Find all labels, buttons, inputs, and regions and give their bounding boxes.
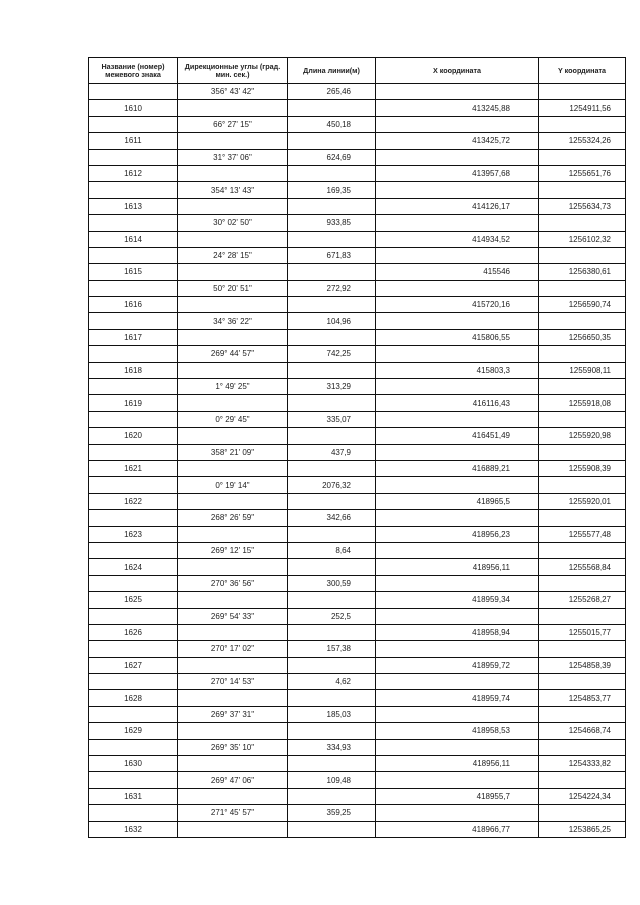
row-angle [178, 166, 288, 182]
header-name: Название (номер) межевого знака [88, 57, 178, 84]
row-length: 933,85 [288, 215, 376, 231]
row-name [88, 215, 178, 231]
row-x-coordinate [376, 477, 539, 493]
row-x-coordinate: 416451,49 [376, 428, 539, 444]
row-length: 624,69 [288, 150, 376, 166]
row-x-coordinate [376, 248, 539, 264]
row-name [88, 346, 178, 362]
row-name [88, 248, 178, 264]
row-length [288, 789, 376, 805]
row-angle [178, 133, 288, 149]
row-length [288, 559, 376, 575]
row-y-coordinate: 1255324,26 [539, 133, 626, 149]
row-y-coordinate: 1254911,56 [539, 100, 626, 116]
row-name: 1619 [88, 395, 178, 411]
row-name [88, 117, 178, 133]
row-name: 1621 [88, 461, 178, 477]
row-y-coordinate [539, 609, 626, 625]
row-length [288, 756, 376, 772]
row-length: 313,29 [288, 379, 376, 395]
row-length [288, 658, 376, 674]
row-length: 157,38 [288, 641, 376, 657]
row-length: 334,93 [288, 740, 376, 756]
row-x-coordinate: 415546 [376, 264, 539, 280]
row-y-coordinate: 1254668,74 [539, 723, 626, 739]
row-length [288, 822, 376, 838]
row-x-coordinate [376, 182, 539, 198]
row-length [288, 232, 376, 248]
row-y-coordinate [539, 805, 626, 821]
row-y-coordinate: 1255920,98 [539, 428, 626, 444]
row-y-coordinate [539, 281, 626, 297]
row-y-coordinate: 1256650,35 [539, 330, 626, 346]
row-x-coordinate: 418966,77 [376, 822, 539, 838]
row-name: 1631 [88, 789, 178, 805]
row-y-coordinate: 1254333,82 [539, 756, 626, 772]
row-angle: 356° 43' 42" [178, 84, 288, 100]
row-name [88, 707, 178, 723]
row-length: 335,07 [288, 412, 376, 428]
row-y-coordinate [539, 543, 626, 559]
row-length: 8,64 [288, 543, 376, 559]
row-y-coordinate [539, 477, 626, 493]
row-y-coordinate: 1255015,77 [539, 625, 626, 641]
row-x-coordinate: 418959,74 [376, 690, 539, 706]
row-x-coordinate [376, 674, 539, 690]
row-name: 1612 [88, 166, 178, 182]
row-x-coordinate [376, 805, 539, 821]
row-y-coordinate [539, 117, 626, 133]
row-y-coordinate [539, 379, 626, 395]
row-angle [178, 363, 288, 379]
row-y-coordinate [539, 772, 626, 788]
row-angle: 270° 17' 02" [178, 641, 288, 657]
row-name [88, 84, 178, 100]
header-y: Y координата [539, 57, 626, 84]
row-name: 1618 [88, 363, 178, 379]
row-x-coordinate: 418956,23 [376, 527, 539, 543]
row-length: 252,5 [288, 609, 376, 625]
row-length [288, 527, 376, 543]
row-name: 1616 [88, 297, 178, 313]
row-y-coordinate [539, 346, 626, 362]
row-angle [178, 822, 288, 838]
row-x-coordinate: 413245,88 [376, 100, 539, 116]
row-name [88, 772, 178, 788]
row-name: 1620 [88, 428, 178, 444]
row-x-coordinate: 415803,3 [376, 363, 539, 379]
row-y-coordinate [539, 740, 626, 756]
row-angle: 270° 36' 56" [178, 576, 288, 592]
row-length: 742,25 [288, 346, 376, 362]
row-angle: 358° 21' 09" [178, 445, 288, 461]
row-name [88, 674, 178, 690]
row-y-coordinate [539, 674, 626, 690]
row-name: 1623 [88, 527, 178, 543]
coordinates-table [88, 57, 626, 838]
row-angle [178, 428, 288, 444]
row-angle [178, 690, 288, 706]
row-name [88, 740, 178, 756]
row-name: 1615 [88, 264, 178, 280]
row-name [88, 477, 178, 493]
row-x-coordinate: 418955,7 [376, 789, 539, 805]
row-length [288, 494, 376, 510]
row-y-coordinate: 1255920,01 [539, 494, 626, 510]
row-angle: 269° 47' 06" [178, 772, 288, 788]
row-length: 265,46 [288, 84, 376, 100]
row-angle: 271° 45' 57" [178, 805, 288, 821]
row-x-coordinate [376, 609, 539, 625]
row-x-coordinate [376, 117, 539, 133]
row-length: 185,03 [288, 707, 376, 723]
row-x-coordinate: 414126,17 [376, 199, 539, 215]
row-name [88, 641, 178, 657]
row-y-coordinate: 1255651,76 [539, 166, 626, 182]
row-length: 4,62 [288, 674, 376, 690]
row-name: 1611 [88, 133, 178, 149]
row-length: 300,59 [288, 576, 376, 592]
header-angle: Дирекционные углы (град. мин. сек.) [178, 57, 288, 84]
row-length [288, 625, 376, 641]
row-y-coordinate [539, 182, 626, 198]
row-y-coordinate [539, 576, 626, 592]
row-angle: 270° 14' 53" [178, 674, 288, 690]
row-name: 1630 [88, 756, 178, 772]
row-name [88, 281, 178, 297]
row-name: 1622 [88, 494, 178, 510]
row-x-coordinate [376, 412, 539, 428]
row-length [288, 199, 376, 215]
row-angle: 0° 29' 45" [178, 412, 288, 428]
row-name: 1628 [88, 690, 178, 706]
row-angle: 24° 28' 15" [178, 248, 288, 264]
row-x-coordinate [376, 445, 539, 461]
row-x-coordinate [376, 641, 539, 657]
row-angle [178, 297, 288, 313]
row-length: 450,18 [288, 117, 376, 133]
row-x-coordinate: 418956,11 [376, 756, 539, 772]
row-angle [178, 789, 288, 805]
row-name: 1632 [88, 822, 178, 838]
row-y-coordinate: 1256380,61 [539, 264, 626, 280]
row-name [88, 609, 178, 625]
row-name: 1613 [88, 199, 178, 215]
row-name [88, 379, 178, 395]
row-angle: 66° 27' 15" [178, 117, 288, 133]
row-y-coordinate [539, 510, 626, 526]
row-y-coordinate: 1253865,25 [539, 822, 626, 838]
row-angle [178, 264, 288, 280]
row-name [88, 313, 178, 329]
header-length: Длина линии(м) [288, 57, 376, 84]
row-angle [178, 756, 288, 772]
row-x-coordinate: 418965,5 [376, 494, 539, 510]
row-length [288, 592, 376, 608]
row-length [288, 461, 376, 477]
row-angle [178, 658, 288, 674]
row-name [88, 412, 178, 428]
row-x-coordinate [376, 772, 539, 788]
row-length: 2076,32 [288, 477, 376, 493]
row-x-coordinate: 418959,72 [376, 658, 539, 674]
row-angle: 0° 19' 14" [178, 477, 288, 493]
row-angle [178, 592, 288, 608]
row-y-coordinate: 1255908,11 [539, 363, 626, 379]
row-x-coordinate: 413425,72 [376, 133, 539, 149]
row-x-coordinate [376, 281, 539, 297]
row-x-coordinate [376, 84, 539, 100]
row-x-coordinate [376, 707, 539, 723]
row-angle: 269° 44' 57" [178, 346, 288, 362]
row-y-coordinate: 1254858,39 [539, 658, 626, 674]
row-name [88, 510, 178, 526]
row-name: 1629 [88, 723, 178, 739]
row-name: 1610 [88, 100, 178, 116]
row-angle: 269° 35' 10" [178, 740, 288, 756]
row-length [288, 133, 376, 149]
row-y-coordinate [539, 641, 626, 657]
row-y-coordinate: 1255634,73 [539, 199, 626, 215]
row-name [88, 182, 178, 198]
row-y-coordinate [539, 313, 626, 329]
row-length: 671,83 [288, 248, 376, 264]
row-y-coordinate [539, 215, 626, 231]
row-x-coordinate: 413957,68 [376, 166, 539, 182]
row-length: 342,66 [288, 510, 376, 526]
row-angle [178, 199, 288, 215]
row-y-coordinate [539, 150, 626, 166]
row-x-coordinate [376, 150, 539, 166]
row-angle [178, 723, 288, 739]
row-y-coordinate: 1255908,39 [539, 461, 626, 477]
row-name [88, 805, 178, 821]
row-length [288, 395, 376, 411]
row-x-coordinate: 415806,55 [376, 330, 539, 346]
row-length: 359,25 [288, 805, 376, 821]
row-length [288, 297, 376, 313]
row-name [88, 150, 178, 166]
row-angle: 268° 26' 59" [178, 510, 288, 526]
row-y-coordinate: 1256590,74 [539, 297, 626, 313]
row-name [88, 445, 178, 461]
row-y-coordinate: 1254224,34 [539, 789, 626, 805]
row-x-coordinate [376, 215, 539, 231]
row-angle [178, 625, 288, 641]
row-angle: 269° 12' 15" [178, 543, 288, 559]
row-length: 169,35 [288, 182, 376, 198]
row-name: 1624 [88, 559, 178, 575]
row-name: 1625 [88, 592, 178, 608]
row-y-coordinate: 1255577,48 [539, 527, 626, 543]
row-angle [178, 395, 288, 411]
row-x-coordinate [376, 379, 539, 395]
row-angle: 30° 02' 50" [178, 215, 288, 231]
row-angle: 34° 36' 22" [178, 313, 288, 329]
row-y-coordinate: 1254853,77 [539, 690, 626, 706]
row-name: 1617 [88, 330, 178, 346]
row-y-coordinate: 1255568,84 [539, 559, 626, 575]
row-x-coordinate: 416889,21 [376, 461, 539, 477]
row-x-coordinate: 415720,16 [376, 297, 539, 313]
row-angle: 354° 13' 43" [178, 182, 288, 198]
row-length [288, 264, 376, 280]
row-length: 437,9 [288, 445, 376, 461]
row-x-coordinate: 414934,52 [376, 232, 539, 248]
row-y-coordinate [539, 445, 626, 461]
row-length [288, 428, 376, 444]
row-angle [178, 527, 288, 543]
row-length [288, 690, 376, 706]
row-angle: 50° 20' 51" [178, 281, 288, 297]
row-x-coordinate: 416116,43 [376, 395, 539, 411]
row-y-coordinate [539, 84, 626, 100]
row-name: 1627 [88, 658, 178, 674]
row-angle: 31° 37' 06" [178, 150, 288, 166]
header-x: X координата [376, 57, 539, 84]
row-length [288, 723, 376, 739]
row-y-coordinate: 1255918,08 [539, 395, 626, 411]
row-name [88, 576, 178, 592]
row-name: 1614 [88, 232, 178, 248]
row-x-coordinate: 418959,34 [376, 592, 539, 608]
row-angle [178, 232, 288, 248]
row-y-coordinate [539, 707, 626, 723]
row-x-coordinate: 418958,94 [376, 625, 539, 641]
row-name [88, 543, 178, 559]
row-length: 104,96 [288, 313, 376, 329]
row-x-coordinate [376, 313, 539, 329]
row-y-coordinate: 1255268,27 [539, 592, 626, 608]
row-angle [178, 494, 288, 510]
row-length: 109,48 [288, 772, 376, 788]
row-x-coordinate: 418958,53 [376, 723, 539, 739]
row-angle [178, 461, 288, 477]
row-x-coordinate [376, 510, 539, 526]
row-x-coordinate [376, 543, 539, 559]
row-angle: 269° 54' 33" [178, 609, 288, 625]
row-y-coordinate [539, 412, 626, 428]
row-angle: 269° 37' 31" [178, 707, 288, 723]
row-x-coordinate: 418956,11 [376, 559, 539, 575]
row-length: 272,92 [288, 281, 376, 297]
row-name: 1626 [88, 625, 178, 641]
row-x-coordinate [376, 346, 539, 362]
row-length [288, 363, 376, 379]
row-angle [178, 559, 288, 575]
row-angle [178, 330, 288, 346]
row-angle [178, 100, 288, 116]
row-length [288, 166, 376, 182]
row-length [288, 100, 376, 116]
row-length [288, 330, 376, 346]
row-x-coordinate [376, 576, 539, 592]
row-y-coordinate [539, 248, 626, 264]
row-x-coordinate [376, 740, 539, 756]
row-y-coordinate: 1256102,32 [539, 232, 626, 248]
row-angle: 1° 49' 25" [178, 379, 288, 395]
